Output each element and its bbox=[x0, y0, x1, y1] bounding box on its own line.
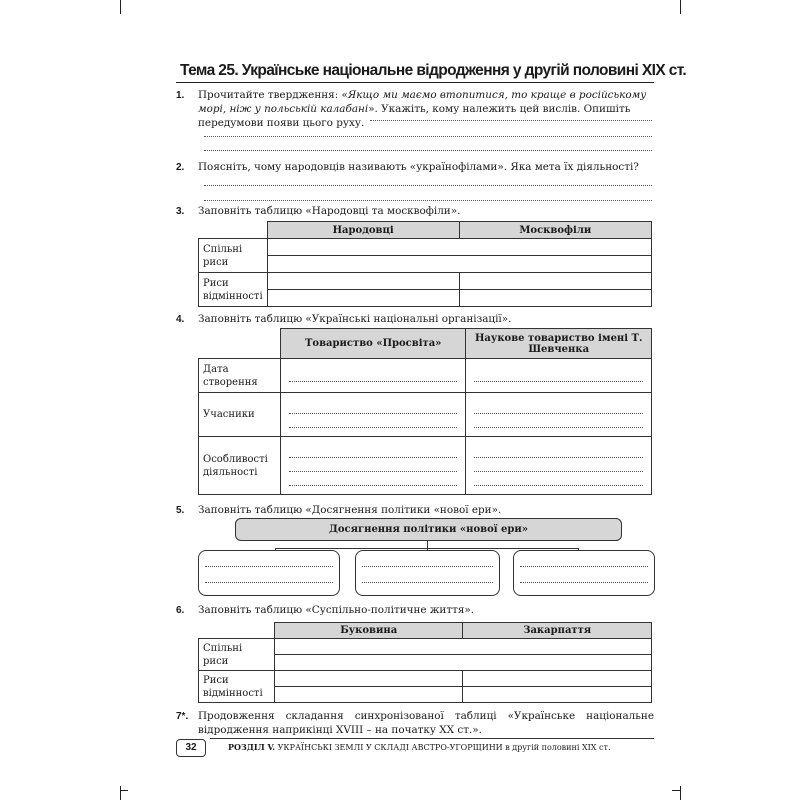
task-1-text-after: ». Укажіть, кому належить цей вислів. Опишіть передумови появи цього руху. bbox=[198, 103, 631, 129]
answer-box[interactable] bbox=[198, 550, 340, 596]
column-header: Москвофіли bbox=[459, 222, 651, 239]
crop-mark bbox=[120, 786, 121, 800]
footer-rule bbox=[210, 738, 654, 739]
footer-section: РОЗДІЛ V. bbox=[228, 742, 276, 752]
crop-mark bbox=[672, 790, 680, 791]
column-header: Народовці bbox=[267, 222, 459, 239]
footer-text bbox=[228, 742, 610, 752]
answer-box[interactable] bbox=[355, 550, 500, 596]
task-7-number: 7*. bbox=[176, 711, 189, 722]
table-cell[interactable] bbox=[274, 639, 651, 655]
row-label: Особливості діяльності bbox=[199, 437, 281, 495]
row-label: Спільні риси bbox=[199, 239, 268, 273]
answer-box[interactable] bbox=[513, 550, 655, 596]
table-cell[interactable] bbox=[280, 359, 466, 393]
task-5-number: 5. bbox=[176, 505, 185, 516]
crop-mark bbox=[680, 786, 681, 800]
row-label: Дата створення bbox=[199, 359, 281, 393]
column-header: Наукове товариство імені Т. Шевченка bbox=[466, 329, 652, 359]
task-4-number: 4. bbox=[176, 314, 185, 325]
row-label: Учасники bbox=[199, 393, 281, 437]
table-cell[interactable] bbox=[463, 687, 652, 703]
title-rule bbox=[176, 82, 654, 83]
diagram-header: Досягнення політики «нової ери» bbox=[235, 518, 622, 541]
table-cell[interactable] bbox=[463, 671, 652, 687]
table-cell[interactable] bbox=[267, 273, 459, 290]
answer-line[interactable] bbox=[204, 177, 652, 186]
table-corner bbox=[199, 329, 281, 359]
crop-mark bbox=[680, 0, 681, 14]
task-6-text: Заповніть таблицю «Суспільно-політичне життя». bbox=[198, 604, 475, 616]
table-corner bbox=[199, 623, 275, 639]
task-6-number: 6. bbox=[176, 605, 185, 616]
connector-line bbox=[427, 540, 428, 548]
answer-line[interactable] bbox=[204, 128, 652, 137]
answer-line[interactable] bbox=[370, 112, 652, 121]
table-cell[interactable] bbox=[466, 437, 652, 495]
crop-mark bbox=[120, 0, 121, 14]
answer-line[interactable] bbox=[204, 192, 652, 201]
task-3-text: Заповніть таблицю «Народовці та москвофіли». bbox=[198, 205, 461, 217]
table-cell[interactable] bbox=[274, 671, 462, 687]
task-1-quote: Якщо ми маємо втопитися, то краще в російському морі, ніж у польській калабані bbox=[198, 89, 647, 115]
task-2-text: Поясніть, чому народовців називають «українофілами». Яка мета їх діяльності? bbox=[198, 161, 639, 173]
column-header: Буковина bbox=[274, 623, 462, 639]
table-cell[interactable] bbox=[459, 290, 651, 307]
task-1-number: 1. bbox=[176, 90, 185, 101]
table-corner bbox=[199, 222, 268, 239]
table-social-political-life bbox=[198, 622, 652, 703]
task-1-text bbox=[198, 88, 654, 130]
row-label: Спільні риси bbox=[199, 639, 275, 671]
task-3-number: 3. bbox=[176, 206, 185, 217]
row-label: Риси відмінності bbox=[199, 273, 268, 307]
page-title: Тема 25. Українське національне відродження у другій половині XIX ст. bbox=[180, 62, 687, 79]
footer-section-title: УКРАЇНСЬКІ ЗЕМЛІ У СКЛАДІ АВСТРО-УГОРЩИНИ в другій половині XIX ст. bbox=[277, 743, 611, 752]
page-number: 32 bbox=[176, 739, 206, 757]
task-1-text-before: Прочитайте твердження: « bbox=[198, 89, 348, 101]
table-cell[interactable] bbox=[466, 393, 652, 437]
table-cell[interactable] bbox=[274, 655, 651, 671]
column-header: Закарпаття bbox=[463, 623, 652, 639]
task-5-text: Заповніть таблицю «Досягнення політики «нової ери». bbox=[198, 504, 502, 516]
table-cell[interactable] bbox=[274, 687, 462, 703]
table-narodovtsi-moskvofily bbox=[198, 221, 652, 307]
table-cell[interactable] bbox=[267, 256, 651, 273]
table-cell[interactable] bbox=[459, 273, 651, 290]
task-4-text: Заповніть таблицю «Українські національні організації». bbox=[198, 313, 512, 325]
table-national-organizations bbox=[198, 328, 652, 495]
task-2-number: 2. bbox=[176, 162, 185, 173]
table-cell[interactable] bbox=[280, 437, 466, 495]
row-label: Риси відмінності bbox=[199, 671, 275, 703]
task-7-text: Продовження складання синхронізованої таблиці «Українське національне відродження наприкінці XVIII – на початку XX ст.». bbox=[198, 710, 654, 736]
table-cell[interactable] bbox=[267, 290, 459, 307]
crop-mark bbox=[120, 790, 128, 791]
column-header: Товариство «Просвіта» bbox=[280, 329, 466, 359]
table-cell[interactable] bbox=[267, 239, 651, 256]
table-cell[interactable] bbox=[280, 393, 466, 437]
table-cell[interactable] bbox=[466, 359, 652, 393]
answer-line[interactable] bbox=[204, 142, 652, 151]
